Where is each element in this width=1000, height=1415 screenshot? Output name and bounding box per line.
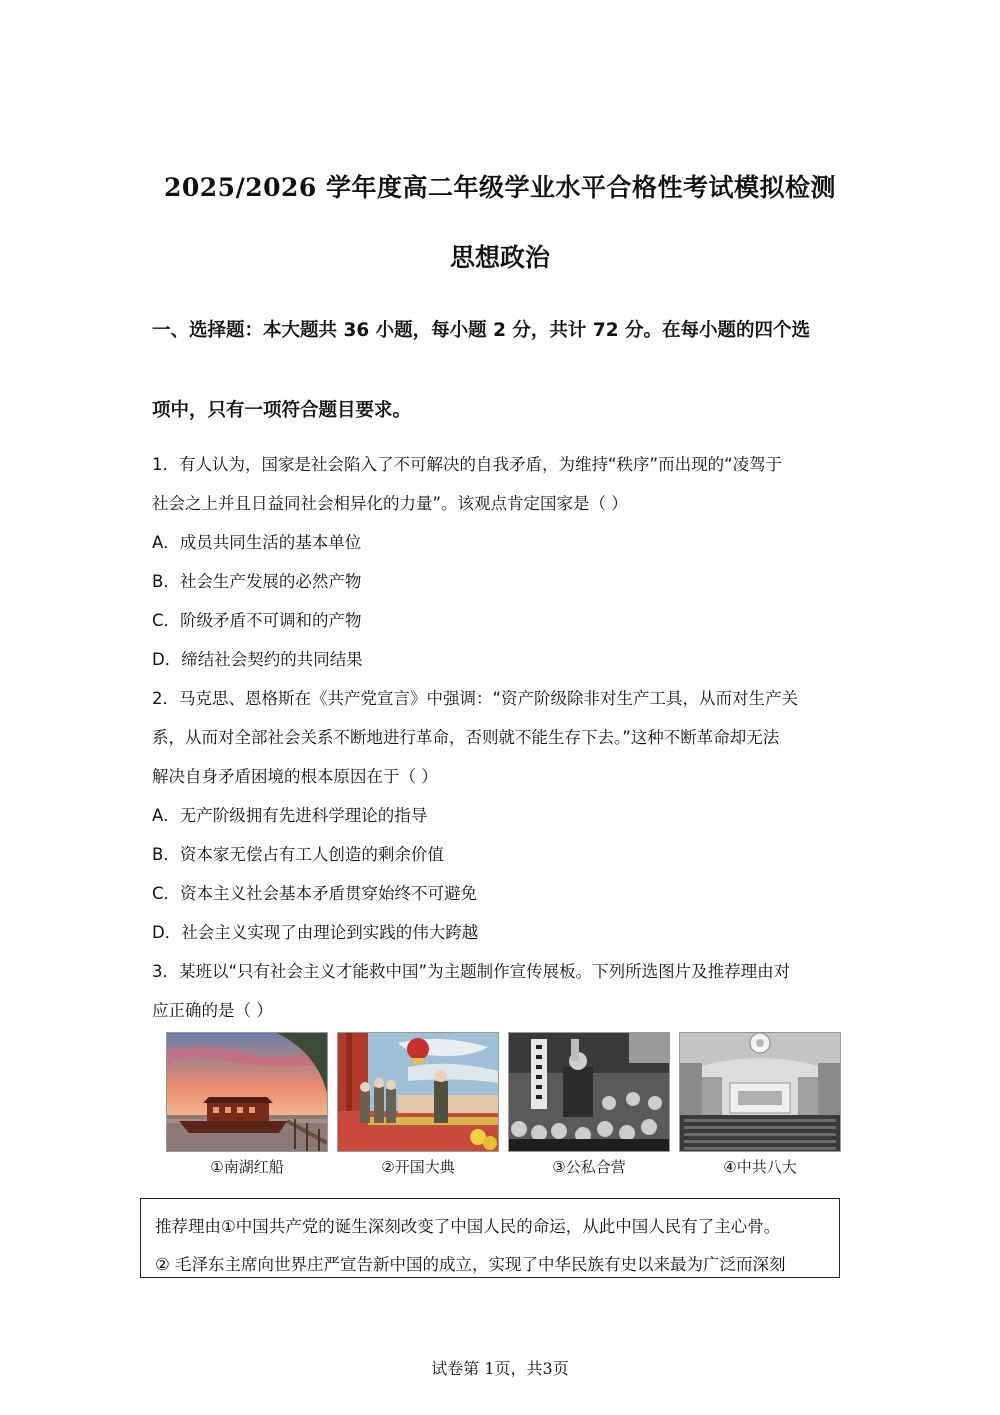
founding-ceremony-image (337, 1032, 499, 1152)
subject-title: 思想政治 (449, 243, 550, 272)
q1-stem-line1: 1．有人认为，国家是社会陷入了不可解决的自我矛盾，为维持“秩序”而出现的“凌驾于 (152, 455, 783, 474)
section-heading-line2: 项中，只有一项符合题目要求。 (152, 400, 412, 421)
q3-stem-line1: 3．某班以“只有社会主义才能救中国”为主题制作宣传展板。下列所选图片及推荐理由对 (152, 962, 791, 981)
q2-option-d: D．社会主义实现了由理论到实践的伟大跨越 (152, 923, 479, 942)
recommendation-box (140, 1198, 840, 1278)
q2-option-a: A．无产阶级拥有先进科学理论的指导 (152, 806, 428, 825)
figure-caption-2: ②开国大典 (381, 1158, 455, 1176)
q2-stem-line1: 2．马克思、恩格斯在《共产党宣言》中强调：“资产阶级除非对生产工具，从而对生产关 (152, 689, 799, 708)
q2-stem-line3: 解决自身矛盾困境的根本原因在于（ ） (152, 767, 438, 786)
page-footer: 试卷第 1页，共3页 (431, 1359, 569, 1378)
figure-caption-4: ④中共八大 (723, 1158, 797, 1176)
section-heading-line1: 一、选择题：本大题共 36 小题，每小题 2 分，共计 72 分。在每小题的四个选 (152, 320, 811, 341)
q1-option-a: A．成员共同生活的基本单位 (152, 533, 362, 552)
figure-red-boat (166, 1032, 328, 1177)
q2-option-b: B．资本家无偿占有工人创造的剩余价值 (152, 845, 444, 864)
figure-founding-ceremony (337, 1032, 499, 1177)
q2-stem-line2: 系，从而对全部社会关系不断地进行革命，否则就不能生存下去。”这种不断革命却无法 (152, 728, 780, 747)
figure-caption-1: ①南湖红船 (210, 1158, 284, 1176)
figure-public-private (508, 1032, 670, 1177)
q2-option-c: C．资本主义社会基本矛盾贯穿始终不可避免 (152, 884, 478, 903)
exam-title: 2025/2026 学年度高二年级学业水平合格性考试模拟检测 (164, 173, 836, 202)
q3-stem-line2: 应正确的是（ ） (152, 1001, 273, 1020)
q1-option-c: C．阶级矛盾不可调和的产物 (152, 611, 362, 630)
public-private-image (508, 1032, 670, 1152)
q1-stem-line2: 社会之上并且日益同社会相异化的力量”。该观点肯定国家是（ ） (152, 494, 628, 513)
figure-eighth-congress (679, 1032, 841, 1177)
eighth-congress-image (679, 1032, 841, 1152)
reason-line2: ② 毛泽东主席向世界庄严宣告新中国的成立，实现了中华民族有史以来最为广泛而深刻 (155, 1255, 786, 1274)
q1-option-b: B．社会生产发展的必然产物 (152, 572, 362, 591)
reason-line1: 推荐理由①中国共产党的诞生深刻改变了中国人民的命运，从此中国人民有了主心骨。 (155, 1217, 781, 1236)
q1-option-d: D．缔结社会契约的共同结果 (152, 650, 363, 669)
red-boat-image (166, 1032, 328, 1152)
figure-caption-3: ③公私合营 (552, 1158, 626, 1176)
